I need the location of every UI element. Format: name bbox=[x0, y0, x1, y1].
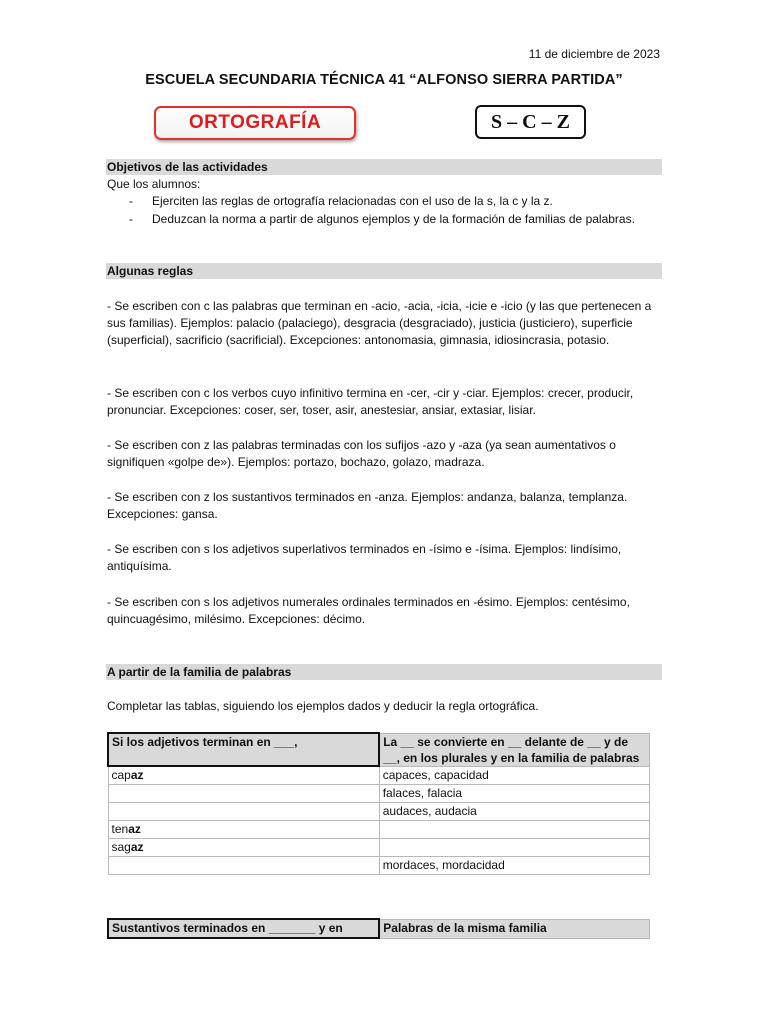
rule-item: - Se escriben con s los adjetivos superlativos terminados en -ísimo e -ísima. Ejemplos: lindísimo, antiquísima. bbox=[107, 542, 622, 573]
table-cell[interactable]: mordaces, mordacidad bbox=[379, 857, 649, 875]
family-instruction: Completar las tablas, siguiendo los ejemplos dados y deducir la regla ortográfica. bbox=[107, 699, 539, 713]
rule-item: - Se escriben con c los verbos cuyo infinitivo termina en -cer, -cir y -ciar. Ejemplos: crecer, producir, pronunciar. Excepciones: coser, ser, toser, asir, anestesiar, ansiar, extasiar, lisiar. bbox=[107, 386, 634, 417]
rule-item: - Se escriben con c las palabras que terminan en -acio, -acia, -icia, -icie e -icio (y las que pertenecen a sus familias). Ejemplos: palacio (palaciego), desgracia (desgraciado), justicia (justiciero), superficie (superficial), sacrificio (sacrificial). Excepciones: antonomasia, gimnasia, idiosincrasia, potasio. bbox=[107, 299, 652, 347]
rule-item: - Se escriben con z las palabras terminadas con los sufijos -azo y -aza (ya sean aumentativos o signifiquen «golpe de»). Ejemplos: portazo, bochazo, golazo, madraza. bbox=[107, 438, 616, 469]
letters-badge: S – C – Z bbox=[475, 105, 586, 139]
table-row bbox=[108, 821, 650, 839]
table-header-row bbox=[108, 733, 650, 766]
table-cell[interactable] bbox=[379, 821, 649, 839]
school-title: ESCUELA SECUNDARIA TÉCNICA 41 “ALFONSO SIERRA PARTIDA” bbox=[145, 72, 623, 88]
table-cell[interactable] bbox=[108, 803, 379, 821]
table-cell[interactable]: tenaz bbox=[108, 821, 379, 839]
table-cell[interactable]: audaces, audacia bbox=[379, 803, 649, 821]
table-row bbox=[108, 785, 650, 803]
table-header-cell: Sustantivos terminados en _______ y en bbox=[108, 919, 379, 938]
objectives-heading: Objetivos de las actividades bbox=[106, 159, 662, 175]
table-row bbox=[108, 839, 650, 857]
objectives-intro: Que los alumnos: bbox=[107, 177, 201, 191]
nouns-table bbox=[107, 918, 650, 939]
rules-heading: Algunas reglas bbox=[106, 263, 662, 279]
table-cell[interactable]: capaces, capacidad bbox=[379, 766, 649, 785]
family-heading: A partir de la familia de palabras bbox=[106, 664, 662, 680]
table-header-cell: Palabras de la misma familia bbox=[379, 919, 649, 938]
table-cell[interactable] bbox=[379, 839, 649, 857]
table-cell[interactable]: capaz bbox=[108, 766, 379, 785]
objective-item: Ejerciten las reglas de ortografía relacionadas con el uso de la s, la c y la z. bbox=[152, 194, 553, 208]
table-cell[interactable]: sagaz bbox=[108, 839, 379, 857]
table-header-cell: La __ se convierte en __ delante de __ y de __, en los plurales y en la familia de palabras bbox=[379, 733, 649, 766]
table-row bbox=[108, 857, 650, 875]
banner-label: ORTOGRAFÍA bbox=[188, 112, 322, 133]
table-cell[interactable] bbox=[108, 785, 379, 803]
document-date: 11 de diciembre de 2023 bbox=[528, 47, 660, 61]
table-cell[interactable]: falaces, falacia bbox=[379, 785, 649, 803]
table-row bbox=[108, 803, 650, 821]
rule-item: - Se escriben con s los adjetivos numerales ordinales terminados en -ésimo. Ejemplos: centésimo, quincuagésimo, milésimo. Excepciones: décimo. bbox=[107, 595, 630, 626]
bullet-dash: - bbox=[129, 212, 133, 226]
adjectives-table bbox=[107, 732, 650, 875]
table-cell[interactable] bbox=[108, 857, 379, 875]
title-banner bbox=[154, 106, 356, 140]
objective-item: Deduzcan la norma a partir de algunos ejemplos y de la formación de familias de palabras. bbox=[152, 212, 635, 226]
table-header-row bbox=[108, 919, 650, 938]
table-header-cell: Si los adjetivos terminan en ___, bbox=[108, 733, 379, 766]
bullet-dash: - bbox=[129, 194, 133, 208]
rule-item: - Se escriben con z los sustantivos terminados en -anza. Ejemplos: andanza, balanza, templanza. Excepciones: gansa. bbox=[107, 490, 628, 521]
table-row bbox=[108, 766, 650, 785]
